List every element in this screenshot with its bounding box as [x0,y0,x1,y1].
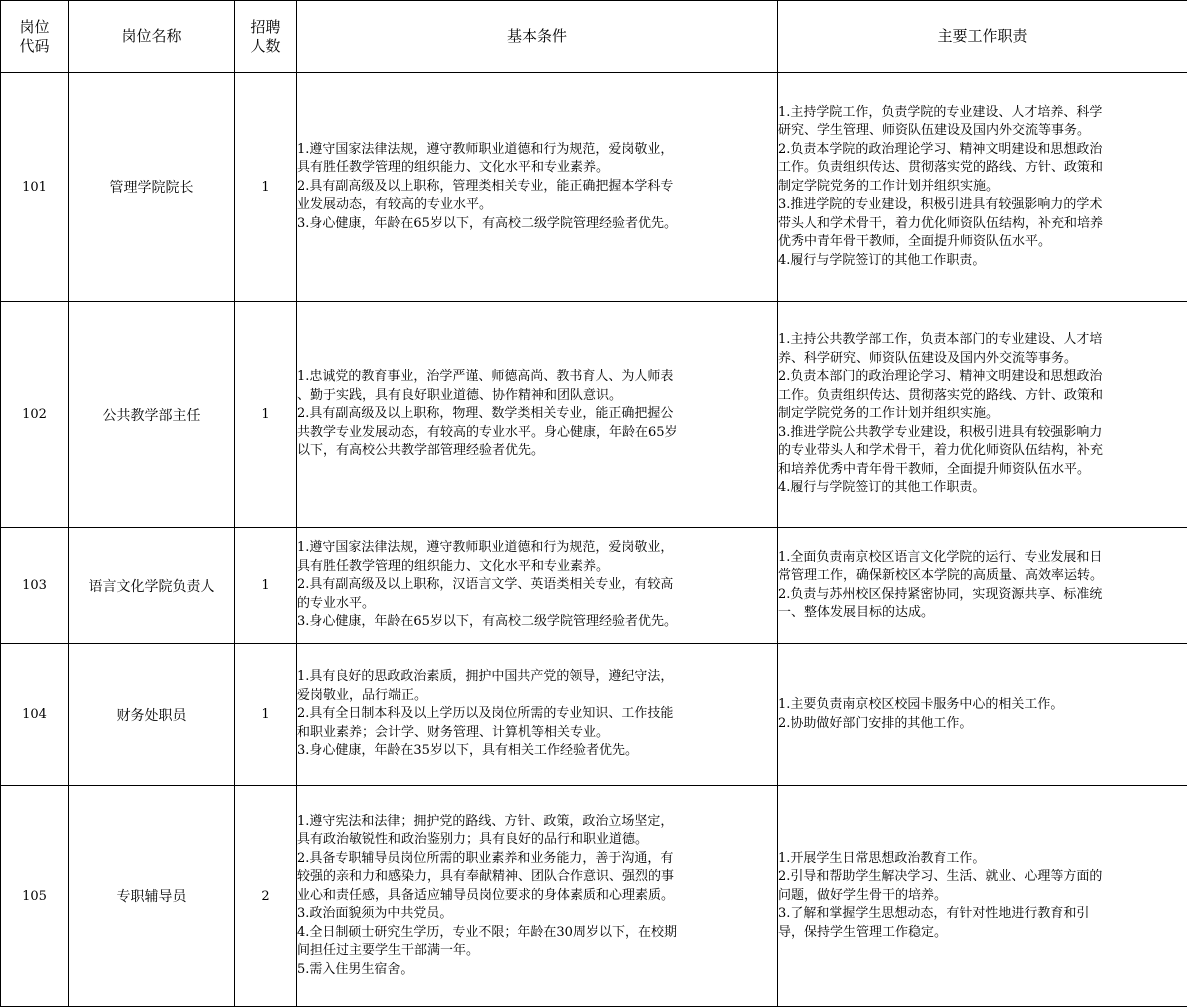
position-code: 101 [1,73,69,302]
main-duties: 1.主持学院工作，负责学院的专业建设、人才培养、科学 研究、学生管理、师资队伍建设及国内外交流等事务。 2.负责本学院的政治理论学习、精神文明建设和思想政治 工作。负责组织传达、贯彻落实党的路线、方针、政策和 制定学院党务的工作计划并组织实施。 3.推进学院的专业建设，积极引进具有较强影响力的学术 带头人和学术骨干，着力优化师资队伍结构，补充和培养 优秀中青年骨干教师，全面提升师资队伍水平。 4.履行与学院签订的其他工作职责。 [778,73,1187,302]
position-code: 105 [1,786,69,1007]
hiring-count: 1 [235,644,297,786]
table-row [1,644,1187,786]
header-count: 招聘 人数 [235,1,297,73]
position-code: 103 [1,528,69,644]
hiring-count: 2 [235,786,297,1007]
main-duties: 1.开展学生日常思想政治教育工作。 2.引导和帮助学生解决学习、生活、就业、心理等方面的 问题，做好学生骨干的培养。 3.了解和掌握学生思想动态，有针对性地进行教育和引 导，保持学生管理工作稳定。 [778,786,1187,1007]
header-code: 岗位 代码 [1,1,69,73]
position-name: 管理学院院长 [69,73,235,302]
basic-conditions: 1.忠诚党的教育事业，治学严谨、师德高尚、教书育人、为人师表 、勤于实践，具有良好职业道德、协作精神和团队意识。 2.具有副高级及以上职称，物理、数学类相关专业，能正确把握公 共教学专业发展动态，有较高的专业水平。身心健康，年龄在65岁 以下，有高校公共教学部管理经验者优先。 [297,302,778,528]
header-conditions: 基本条件 [297,1,778,73]
main-duties: 1.全面负责南京校区语言文化学院的运行、专业发展和日 常管理工作，确保新校区本学院的高质量、高效率运转。 2.负责与苏州校区保持紧密协同，实现资源共享、标准统 一、整体发展目标的达成。 [778,528,1187,644]
table-row [1,786,1187,1007]
basic-conditions: 1.具有良好的思政政治素质，拥护中国共产党的领导，遵纪守法， 爱岗敬业，品行端正。 2.具有全日制本科及以上学历以及岗位所需的专业知识、工作技能 和职业素养；会计学、财务管理、计算机等相关专业。 3.身心健康，年龄在35岁以下，具有相关工作经验者优先。 [297,644,778,786]
position-code: 104 [1,644,69,786]
table-row [1,302,1187,528]
position-name: 公共教学部主任 [69,302,235,528]
hiring-count: 1 [235,302,297,528]
basic-conditions: 1.遵守宪法和法律；拥护党的路线、方针、政策，政治立场坚定， 具有政治敏锐性和政治鉴别力；具有良好的品行和职业道德。 2.具备专职辅导员岗位所需的职业素养和业务能力，善于沟通，有 较强的亲和力和感染力，具有奉献精神、团队合作意识、强烈的事 业心和责任感，具备适应辅导员岗位要求的身体素质和心理素质。 3.政治面貌须为中共党员。 4.全日制硕士研究生学历，专业不限；年龄在30周岁以下，在校期 间担任过主要学生干部满一年。 5.需入住男生宿舍。 [297,786,778,1007]
position-name: 财务处职员 [69,644,235,786]
basic-conditions: 1.遵守国家法律法规，遵守教师职业道德和行为规范，爱岗敬业， 具有胜任教学管理的组织能力、文化水平和专业素养。 2.具有副高级及以上职称，汉语言文学、英语类相关专业，有较高 的专业水平。 3.身心健康，年龄在65岁以下，有高校二级学院管理经验者优先。 [297,528,778,644]
position-code: 102 [1,302,69,528]
table-row [1,73,1187,302]
hiring-count: 1 [235,73,297,302]
header-name: 岗位名称 [69,1,235,73]
header-row [1,1,1187,73]
main-duties: 1.主要负责南京校区校园卡服务中心的相关工作。 2.协助做好部门安排的其他工作。 [778,644,1187,786]
position-name: 专职辅导员 [69,786,235,1007]
table-row [1,528,1187,644]
basic-conditions: 1.遵守国家法律法规，遵守教师职业道德和行为规范，爱岗敬业， 具有胜任教学管理的组织能力、文化水平和专业素养。 2.具有副高级及以上职称，管理类相关专业，能正确把握本学科专 业发展动态，有较高的专业水平。 3.身心健康，年龄在65岁以下，有高校二级学院管理经验者优先。 [297,73,778,302]
header-duties: 主要工作职责 [778,1,1187,73]
position-name: 语言文化学院负责人 [69,528,235,644]
main-duties: 1.主持公共教学部工作，负责本部门的专业建设、人才培 养、科学研究、师资队伍建设及国内外交流等事务。 2.负责本部门的政治理论学习、精神文明建设和思想政治 工作。负责组织传达、贯彻落实党的路线、方针、政策和 制定学院党务的工作计划并组织实施。 3.推进学院公共教学专业建设，积极引进具有较强影响力 的专业带头人和学术骨干，着力优化师资队伍结构，补充 和培养优秀中青年骨干教师，全面提升师资队伍水平。 4.履行与学院签订的其他工作职责。 [778,302,1187,528]
hiring-count: 1 [235,528,297,644]
